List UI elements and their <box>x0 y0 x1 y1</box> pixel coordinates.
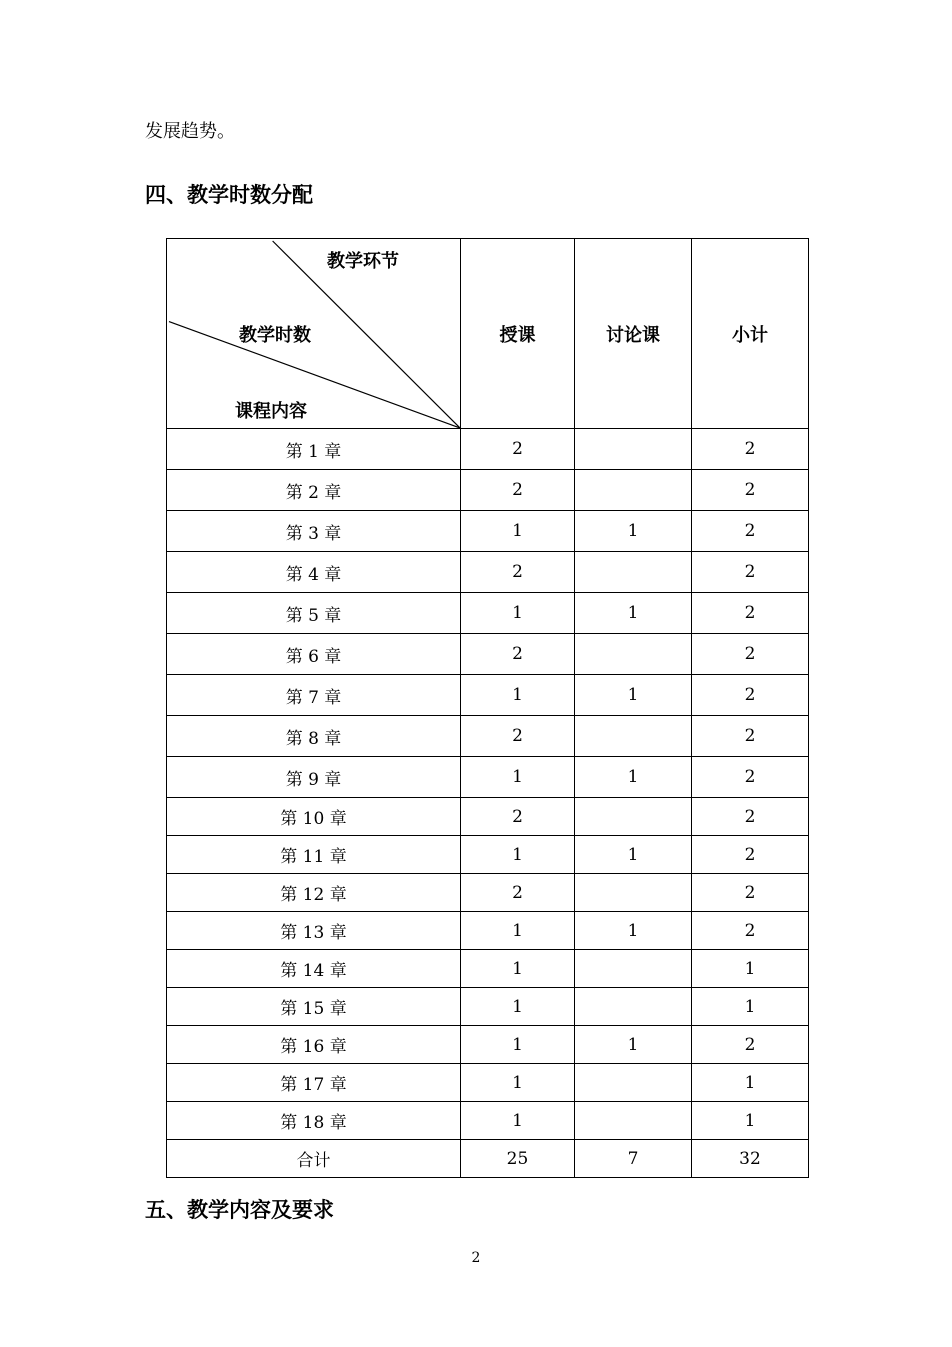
subtotal-cell: 2 <box>692 511 809 552</box>
table-row <box>167 912 809 950</box>
corner-label-course-content: 课程内容 <box>235 401 307 422</box>
table-row <box>167 429 809 470</box>
chapter-cell: 第 4 章 <box>167 552 461 593</box>
lecture-cell: 1 <box>461 950 575 988</box>
table-row <box>167 511 809 552</box>
teaching-hours-table <box>166 238 809 1178</box>
subtotal-cell: 32 <box>692 1140 809 1178</box>
chapter-cell: 第 9 章 <box>167 757 461 798</box>
section-4-title: 四、教学时数分配 <box>145 183 313 207</box>
lecture-cell: 1 <box>461 1102 575 1140</box>
subtotal-cell: 2 <box>692 429 809 470</box>
subtotal-cell: 2 <box>692 552 809 593</box>
lecture-cell: 1 <box>461 593 575 634</box>
subtotal-cell: 2 <box>692 912 809 950</box>
subtotal-cell: 2 <box>692 1026 809 1064</box>
lecture-cell: 2 <box>461 634 575 675</box>
total-row <box>167 1140 809 1178</box>
subtotal-cell: 2 <box>692 874 809 912</box>
lecture-cell: 2 <box>461 429 575 470</box>
discussion-cell <box>575 1064 692 1102</box>
chapter-cell: 第 2 章 <box>167 470 461 511</box>
table-row <box>167 757 809 798</box>
table-row <box>167 950 809 988</box>
lecture-cell: 1 <box>461 757 575 798</box>
chapter-cell: 第 12 章 <box>167 874 461 912</box>
chapter-cell: 第 7 章 <box>167 675 461 716</box>
lecture-cell: 1 <box>461 511 575 552</box>
lecture-cell: 1 <box>461 836 575 874</box>
subtotal-cell: 2 <box>692 593 809 634</box>
chapter-cell: 第 3 章 <box>167 511 461 552</box>
chapter-cell: 第 11 章 <box>167 836 461 874</box>
lecture-cell: 1 <box>461 988 575 1026</box>
lecture-cell: 1 <box>461 912 575 950</box>
subtotal-cell: 2 <box>692 716 809 757</box>
lecture-cell: 2 <box>461 552 575 593</box>
table-row <box>167 1064 809 1102</box>
chapter-cell: 第 6 章 <box>167 634 461 675</box>
discussion-cell: 1 <box>575 912 692 950</box>
table-row <box>167 634 809 675</box>
diagonal-lines <box>167 239 460 428</box>
subtotal-cell: 1 <box>692 1102 809 1140</box>
table-row <box>167 1026 809 1064</box>
discussion-cell: 1 <box>575 511 692 552</box>
chapter-cell: 第 18 章 <box>167 1102 461 1140</box>
chapter-cell: 第 17 章 <box>167 1064 461 1102</box>
discussion-cell: 1 <box>575 593 692 634</box>
discussion-cell <box>575 634 692 675</box>
discussion-cell <box>575 874 692 912</box>
table-row <box>167 1102 809 1140</box>
table-row <box>167 675 809 716</box>
discussion-cell: 7 <box>575 1140 692 1178</box>
discussion-cell: 1 <box>575 675 692 716</box>
intro-paragraph: 发展趋势。 <box>145 121 235 142</box>
table-row <box>167 593 809 634</box>
table-row <box>167 874 809 912</box>
header-discussion: 讨论课 <box>575 239 692 429</box>
subtotal-cell: 2 <box>692 836 809 874</box>
chapter-cell: 第 16 章 <box>167 1026 461 1064</box>
table-header-row <box>167 239 809 429</box>
section-5-title: 五、教学内容及要求 <box>145 1198 334 1222</box>
subtotal-cell: 2 <box>692 675 809 716</box>
discussion-cell <box>575 716 692 757</box>
table-row <box>167 836 809 874</box>
table-row <box>167 988 809 1026</box>
subtotal-cell: 1 <box>692 1064 809 1102</box>
table-row <box>167 552 809 593</box>
subtotal-cell: 2 <box>692 470 809 511</box>
subtotal-cell: 2 <box>692 757 809 798</box>
discussion-cell <box>575 470 692 511</box>
lecture-cell: 2 <box>461 470 575 511</box>
discussion-cell <box>575 950 692 988</box>
chapter-cell: 第 10 章 <box>167 798 461 836</box>
page-number: 2 <box>471 1250 481 1266</box>
subtotal-cell: 1 <box>692 950 809 988</box>
discussion-cell: 1 <box>575 757 692 798</box>
corner-label-teaching-link: 教学环节 <box>327 251 399 272</box>
chapter-cell: 第 5 章 <box>167 593 461 634</box>
discussion-cell <box>575 798 692 836</box>
chapter-cell: 第 14 章 <box>167 950 461 988</box>
lecture-cell: 2 <box>461 798 575 836</box>
chapter-cell: 第 8 章 <box>167 716 461 757</box>
lecture-cell: 2 <box>461 716 575 757</box>
discussion-cell <box>575 429 692 470</box>
chapter-cell: 合计 <box>167 1140 461 1178</box>
discussion-cell <box>575 552 692 593</box>
corner-label-teaching-hours: 教学时数 <box>239 325 311 346</box>
chapter-cell: 第 13 章 <box>167 912 461 950</box>
lecture-cell: 1 <box>461 675 575 716</box>
lecture-cell: 1 <box>461 1026 575 1064</box>
header-subtotal: 小计 <box>692 239 809 429</box>
table-row <box>167 798 809 836</box>
discussion-cell: 1 <box>575 1026 692 1064</box>
header-lecture: 授课 <box>461 239 575 429</box>
subtotal-cell: 2 <box>692 634 809 675</box>
subtotal-cell: 2 <box>692 798 809 836</box>
subtotal-cell: 1 <box>692 988 809 1026</box>
table-row <box>167 716 809 757</box>
chapter-cell: 第 15 章 <box>167 988 461 1026</box>
chapter-cell: 第 1 章 <box>167 429 461 470</box>
discussion-cell <box>575 988 692 1026</box>
discussion-cell: 1 <box>575 836 692 874</box>
lecture-cell: 25 <box>461 1140 575 1178</box>
table-row <box>167 470 809 511</box>
discussion-cell <box>575 1102 692 1140</box>
diagonal-header-cell <box>167 239 461 429</box>
lecture-cell: 2 <box>461 874 575 912</box>
lecture-cell: 1 <box>461 1064 575 1102</box>
